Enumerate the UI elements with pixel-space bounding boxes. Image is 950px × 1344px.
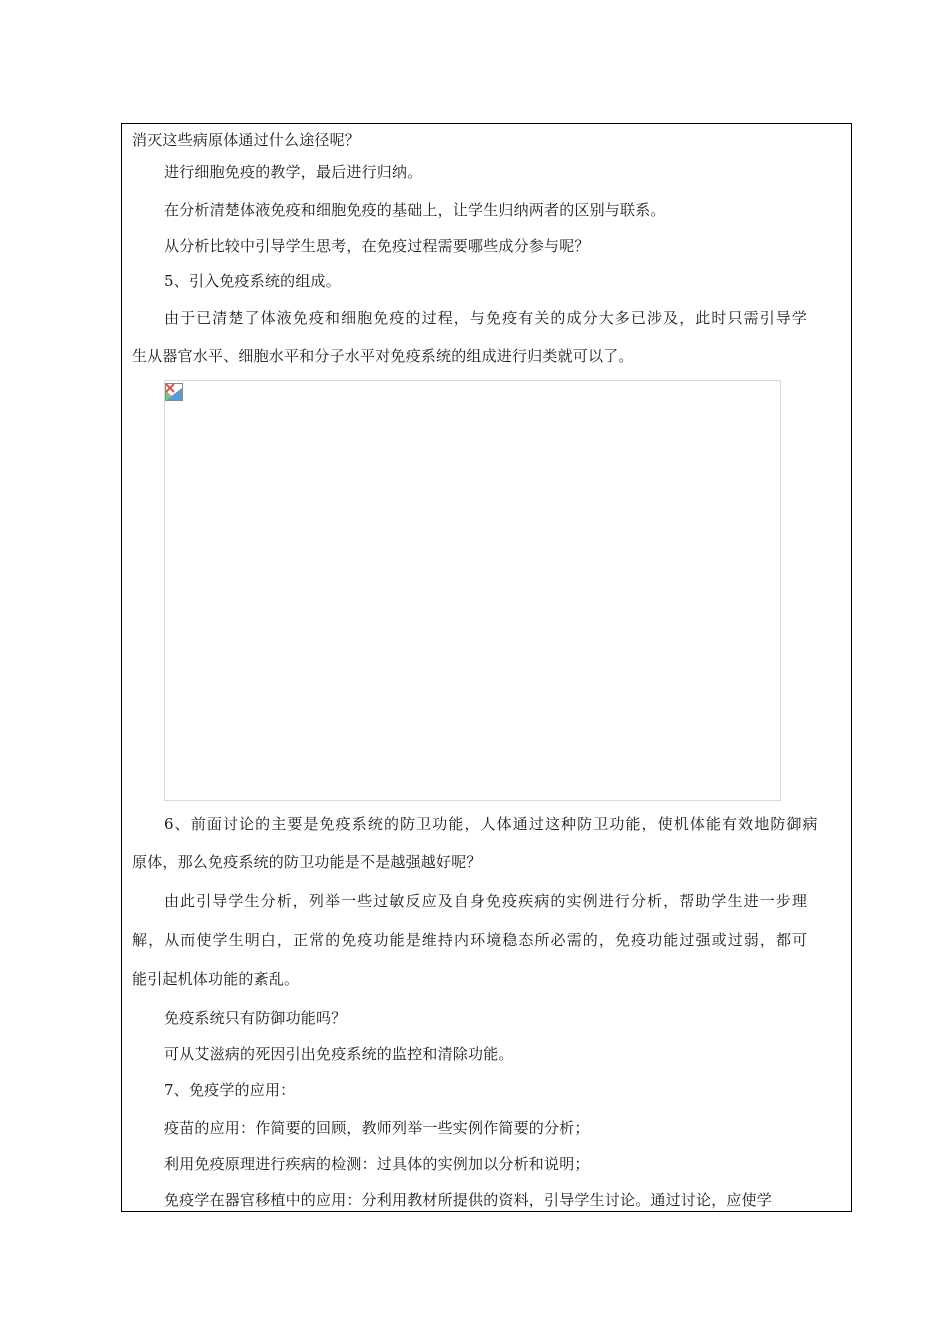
paragraph-line: 由此引导学生分析，列举一些过敏反应及自身免疫疾病的实例进行分析，帮助学生进一步理 xyxy=(164,892,809,910)
paragraph-line: 解，从而使学生明白，正常的免疫功能是维持内环境稳态所必需的，免疫功能过强或过弱，都可 xyxy=(132,931,809,949)
paragraph-line: 从分析比较中引导学生思考，在免疫过程需要哪些成分参与呢？ xyxy=(164,237,590,255)
section-heading: 7、免疫学的应用： xyxy=(164,1081,296,1099)
paragraph-line: 免疫系统只有防御功能吗？ xyxy=(164,1009,347,1027)
paragraph-line: 疫苗的应用：作简要的回顾，教师列举一些实例作简要的分析； xyxy=(164,1119,590,1137)
lesson-plan-table-cell xyxy=(121,123,852,1212)
embedded-image-placeholder xyxy=(164,380,781,801)
paragraph-line: 原体，那么免疫系统的防卫功能是不是越强越好呢？ xyxy=(132,853,482,871)
paragraph-line: 由于已清楚了体液免疫和细胞免疫的过程，与免疫有关的成分大多已涉及，此时只需引导学 xyxy=(164,309,809,327)
paragraph-line: 能引起机体功能的紊乱。 xyxy=(132,970,300,988)
paragraph-line: 进行细胞免疫的教学，最后进行归纳。 xyxy=(164,163,423,181)
paragraph-line: 在分析清楚体液免疫和细胞免疫的基础上，让学生归纳两者的区别与联系。 xyxy=(164,201,666,219)
broken-image-icon xyxy=(165,383,183,401)
paragraph-line: 生从器官水平、细胞水平和分子水平对免疫系统的组成进行归类就可以了。 xyxy=(132,347,634,365)
paragraph-line: 消灭这些病原体通过什么途径呢？ xyxy=(132,131,361,149)
section-heading: 5、引入免疫系统的组成。 xyxy=(164,272,341,290)
paragraph-line: 可从艾滋病的死因引出免疫系统的监控和清除功能。 xyxy=(164,1045,514,1063)
paragraph-line: 利用免疫原理进行疾病的检测：过具体的实例加以分析和说明； xyxy=(164,1155,590,1173)
section-heading: 6、前面讨论的主要是免疫系统的防卫功能，人体通过这种防卫功能，使机体能有效地防御病 xyxy=(164,815,819,833)
paragraph-line: 免疫学在器官移植中的应用：分利用教材所提供的资料，引导学生讨论。通过讨论，应使学 xyxy=(164,1191,773,1209)
